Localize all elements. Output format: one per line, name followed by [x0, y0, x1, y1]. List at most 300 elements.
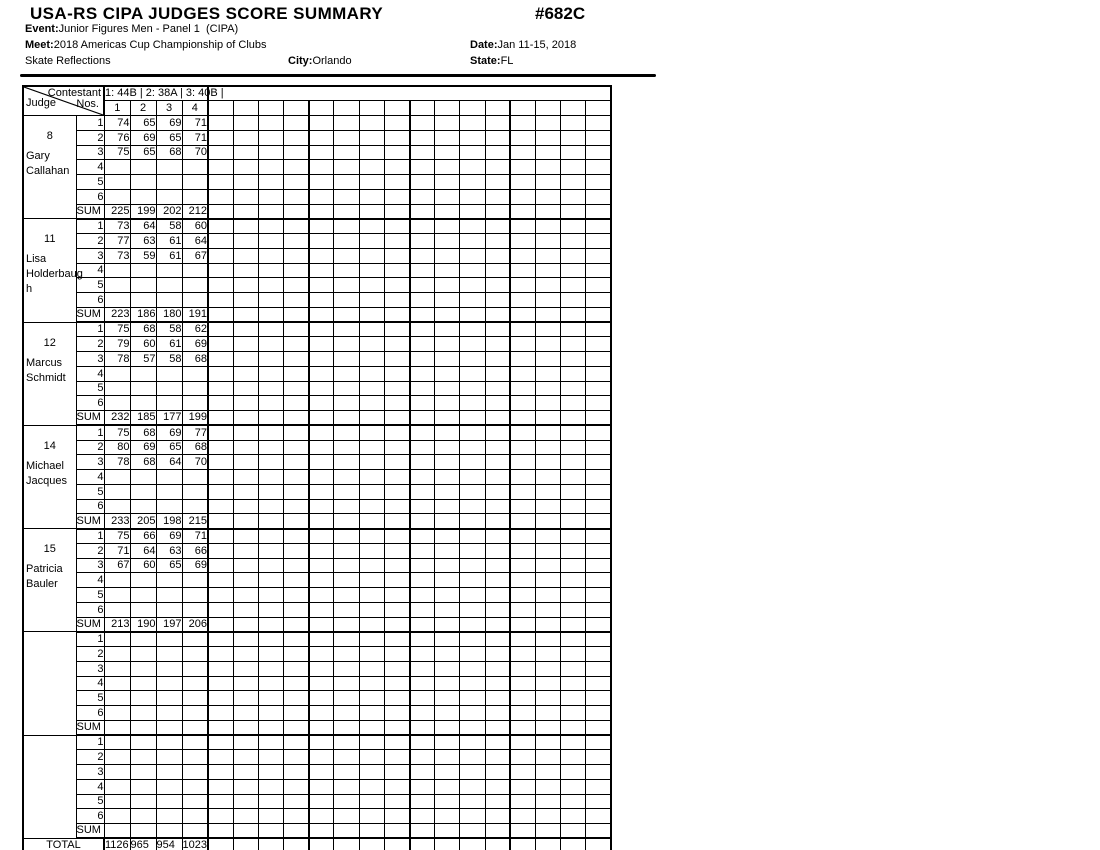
score-cell	[130, 381, 156, 396]
score-cell	[309, 794, 334, 809]
sum-cell	[359, 307, 384, 322]
score-cell	[359, 470, 384, 485]
row-label: 4	[76, 676, 104, 691]
score-cell	[156, 470, 182, 485]
score-cell: 78	[104, 352, 130, 367]
row-label: 2	[76, 647, 104, 662]
score-row	[23, 529, 611, 544]
score-cell	[510, 263, 535, 278]
row-label: 5	[76, 794, 104, 809]
score-row	[23, 278, 611, 293]
score-cell: 65	[130, 145, 156, 160]
score-cell	[284, 573, 309, 588]
total-cell	[384, 838, 409, 850]
score-cell	[410, 661, 435, 676]
sum-cell	[586, 617, 611, 632]
score-cell	[284, 499, 309, 514]
score-cell	[359, 573, 384, 588]
score-cell	[485, 440, 510, 455]
score-cell	[208, 175, 233, 190]
score-cell	[182, 160, 208, 175]
score-cell	[130, 175, 156, 190]
score-cell	[284, 706, 309, 721]
score-cell	[233, 676, 258, 691]
score-cell	[284, 160, 309, 175]
sum-row-label: SUM	[76, 307, 104, 322]
sum-cell	[586, 514, 611, 529]
score-cell	[410, 470, 435, 485]
score-cell	[586, 632, 611, 647]
score-cell	[334, 293, 359, 308]
score-cell	[284, 779, 309, 794]
score-row	[23, 396, 611, 411]
score-cell	[485, 647, 510, 662]
score-cell	[156, 706, 182, 721]
sum-cell	[334, 617, 359, 632]
score-cell	[258, 602, 283, 617]
score-cell	[104, 602, 130, 617]
score-cell	[384, 588, 409, 603]
score-cell	[334, 234, 359, 249]
score-cell	[410, 543, 435, 558]
score-cell	[384, 381, 409, 396]
score-cell	[384, 470, 409, 485]
sum-cell	[359, 514, 384, 529]
sum-cell	[334, 307, 359, 322]
score-cell	[334, 160, 359, 175]
score-cell	[510, 794, 535, 809]
score-cell: 74	[104, 116, 130, 131]
score-cell	[435, 470, 460, 485]
sum-cell	[208, 617, 233, 632]
score-cell	[485, 145, 510, 160]
score-cell	[586, 676, 611, 691]
header-divider-rule	[20, 74, 656, 77]
score-cell	[485, 558, 510, 573]
row-label: 6	[76, 602, 104, 617]
score-cell	[359, 558, 384, 573]
score-cell	[156, 661, 182, 676]
score-cell: 75	[104, 145, 130, 160]
score-cell	[359, 189, 384, 204]
empty-contestant-header	[485, 101, 510, 116]
score-cell	[485, 248, 510, 263]
score-cell: 71	[182, 130, 208, 145]
score-cell	[208, 676, 233, 691]
score-row	[23, 779, 611, 794]
score-cell	[460, 809, 485, 824]
score-cell	[258, 573, 283, 588]
score-cell	[410, 248, 435, 263]
score-cell	[182, 396, 208, 411]
score-cell	[410, 396, 435, 411]
score-cell	[460, 366, 485, 381]
score-cell	[130, 396, 156, 411]
score-cell	[485, 352, 510, 367]
score-cell	[435, 706, 460, 721]
score-cell	[233, 470, 258, 485]
score-row	[23, 366, 611, 381]
sum-cell	[535, 824, 560, 839]
figures-header-cell: 1: 44B | 2: 38A | 3: 40B |	[105, 87, 224, 99]
row-label: 5	[76, 175, 104, 190]
score-cell	[435, 750, 460, 765]
row-label: 1	[76, 632, 104, 647]
score-cell	[104, 676, 130, 691]
score-cell: 60	[182, 219, 208, 234]
score-cell	[561, 145, 586, 160]
sum-cell: 225	[104, 204, 130, 219]
sum-cell	[208, 720, 233, 735]
score-cell	[561, 234, 586, 249]
sum-cell: 180	[156, 307, 182, 322]
score-cell	[359, 706, 384, 721]
score-cell	[284, 750, 309, 765]
score-cell	[535, 602, 560, 617]
score-cell	[130, 470, 156, 485]
score-cell	[182, 573, 208, 588]
score-cell	[384, 794, 409, 809]
score-cell	[510, 765, 535, 780]
judge-name-line: Patricia	[26, 563, 63, 575]
total-cell: 1126	[104, 838, 130, 850]
score-cell	[258, 337, 283, 352]
corner-cell	[23, 86, 104, 116]
score-cell	[561, 455, 586, 470]
sum-cell	[535, 411, 560, 426]
score-cell	[359, 632, 384, 647]
row-label: 2	[76, 337, 104, 352]
score-cell	[334, 706, 359, 721]
score-row	[23, 676, 611, 691]
score-row	[23, 234, 611, 249]
event-line	[25, 23, 238, 35]
score-cell	[535, 189, 560, 204]
score-cell	[384, 558, 409, 573]
sum-cell	[384, 720, 409, 735]
score-cell	[586, 750, 611, 765]
score-cell	[182, 750, 208, 765]
sum-cell: 206	[182, 617, 208, 632]
score-row	[23, 706, 611, 721]
score-cell	[208, 779, 233, 794]
score-cell	[258, 632, 283, 647]
sum-cell	[233, 307, 258, 322]
score-cell	[435, 337, 460, 352]
score-cell	[233, 278, 258, 293]
score-cell	[535, 116, 560, 131]
score-cell	[309, 263, 334, 278]
sum-cell	[485, 720, 510, 735]
score-cell	[460, 219, 485, 234]
score-cell	[535, 352, 560, 367]
score-cell	[258, 499, 283, 514]
score-cell	[460, 322, 485, 337]
score-cell	[284, 175, 309, 190]
score-cell	[485, 602, 510, 617]
score-cell: 70	[182, 145, 208, 160]
score-cell	[309, 116, 334, 131]
score-cell	[510, 175, 535, 190]
sum-cell	[233, 720, 258, 735]
score-cell	[284, 735, 309, 750]
score-row	[23, 352, 611, 367]
sum-row-label: SUM	[76, 617, 104, 632]
sum-cell	[410, 411, 435, 426]
score-cell	[284, 558, 309, 573]
score-cell	[258, 794, 283, 809]
score-cell	[535, 588, 560, 603]
score-cell: 65	[156, 440, 182, 455]
meet-label: Meet:	[25, 39, 54, 51]
state-line	[470, 55, 513, 67]
sum-cell	[104, 720, 130, 735]
score-cell	[334, 278, 359, 293]
score-row	[23, 175, 611, 190]
score-cell	[182, 366, 208, 381]
score-row	[23, 470, 611, 485]
sum-cell	[384, 204, 409, 219]
score-cell: 65	[130, 116, 156, 131]
score-cell	[384, 219, 409, 234]
score-cell	[586, 175, 611, 190]
row-label: 3	[76, 661, 104, 676]
score-cell	[130, 661, 156, 676]
score-cell	[284, 381, 309, 396]
score-cell	[460, 337, 485, 352]
score-cell	[510, 366, 535, 381]
score-cell: 69	[182, 337, 208, 352]
score-cell	[233, 425, 258, 440]
score-cell	[586, 189, 611, 204]
total-cell	[309, 838, 334, 850]
score-cell	[485, 573, 510, 588]
sum-cell: 232	[104, 411, 130, 426]
score-cell	[156, 765, 182, 780]
score-cell	[284, 794, 309, 809]
total-cell	[410, 838, 435, 850]
score-cell	[182, 706, 208, 721]
row-label: 1	[76, 322, 104, 337]
score-cell	[535, 661, 560, 676]
score-cell	[510, 455, 535, 470]
sum-cell	[410, 617, 435, 632]
score-cell	[156, 676, 182, 691]
score-cell	[435, 175, 460, 190]
sum-cell	[561, 720, 586, 735]
score-cell	[535, 366, 560, 381]
score-cell	[208, 543, 233, 558]
score-row	[23, 484, 611, 499]
score-cell	[233, 543, 258, 558]
sum-cell	[384, 514, 409, 529]
score-cell	[535, 750, 560, 765]
total-cell	[208, 838, 233, 850]
score-cell	[561, 661, 586, 676]
score-cell	[284, 219, 309, 234]
score-cell	[359, 440, 384, 455]
score-cell	[561, 573, 586, 588]
score-cell	[284, 337, 309, 352]
score-cell	[410, 263, 435, 278]
score-cell	[510, 632, 535, 647]
score-cell	[586, 145, 611, 160]
score-cell	[309, 145, 334, 160]
score-cell	[334, 145, 359, 160]
empty-contestant-header	[208, 101, 233, 116]
sum-cell	[384, 307, 409, 322]
score-cell	[384, 529, 409, 544]
score-cell	[435, 484, 460, 499]
score-cell	[435, 588, 460, 603]
sum-cell	[334, 720, 359, 735]
score-cell	[410, 529, 435, 544]
score-cell	[156, 189, 182, 204]
score-cell	[510, 470, 535, 485]
contestant-number-header: 2	[130, 101, 156, 116]
score-cell	[233, 661, 258, 676]
score-cell	[460, 381, 485, 396]
score-cell	[435, 647, 460, 662]
score-cell	[561, 691, 586, 706]
sum-cell: 191	[182, 307, 208, 322]
score-cell	[258, 765, 283, 780]
sum-cell	[284, 720, 309, 735]
score-row	[23, 381, 611, 396]
score-cell	[410, 322, 435, 337]
score-cell	[460, 263, 485, 278]
sum-cell	[535, 720, 560, 735]
score-cell	[586, 248, 611, 263]
score-row	[23, 602, 611, 617]
score-cell	[384, 632, 409, 647]
score-cell	[208, 602, 233, 617]
score-cell	[233, 145, 258, 160]
score-cell	[586, 543, 611, 558]
score-cell	[485, 632, 510, 647]
score-cell	[435, 116, 460, 131]
score-cell	[309, 189, 334, 204]
sum-row-label: SUM	[76, 411, 104, 426]
sum-cell	[359, 204, 384, 219]
score-cell	[233, 130, 258, 145]
score-cell	[384, 352, 409, 367]
score-cell	[258, 691, 283, 706]
score-cell	[485, 661, 510, 676]
score-cell	[309, 130, 334, 145]
empty-contestant-header	[284, 101, 309, 116]
sum-cell	[535, 307, 560, 322]
score-cell	[510, 588, 535, 603]
sum-cell	[359, 720, 384, 735]
score-cell	[460, 691, 485, 706]
score-cell	[586, 366, 611, 381]
score-cell	[334, 263, 359, 278]
score-cell	[535, 573, 560, 588]
score-cell	[410, 484, 435, 499]
row-label: 6	[76, 189, 104, 204]
score-cell	[460, 529, 485, 544]
score-cell	[233, 381, 258, 396]
score-cell	[104, 706, 130, 721]
score-cell	[208, 809, 233, 824]
sum-cell	[156, 720, 182, 735]
score-cell	[359, 145, 384, 160]
score-cell	[561, 588, 586, 603]
date-label: Date:	[470, 39, 498, 51]
score-cell	[233, 765, 258, 780]
score-cell	[233, 499, 258, 514]
sum-cell	[258, 204, 283, 219]
score-row	[23, 219, 611, 234]
score-cell	[510, 396, 535, 411]
score-cell	[130, 588, 156, 603]
score-cell	[104, 573, 130, 588]
score-cell	[334, 440, 359, 455]
score-cell	[435, 381, 460, 396]
score-cell	[485, 735, 510, 750]
score-cell	[334, 750, 359, 765]
score-cell	[208, 691, 233, 706]
score-cell	[586, 794, 611, 809]
score-cell	[156, 573, 182, 588]
score-row	[23, 248, 611, 263]
score-cell	[535, 706, 560, 721]
score-cell	[233, 352, 258, 367]
judge-name	[26, 562, 63, 592]
score-cell	[410, 632, 435, 647]
sum-cell: 213	[104, 617, 130, 632]
score-cell	[460, 543, 485, 558]
score-cell	[384, 278, 409, 293]
score-cell	[561, 470, 586, 485]
score-cell	[284, 676, 309, 691]
sum-cell	[586, 720, 611, 735]
score-cell	[309, 396, 334, 411]
score-cell	[460, 440, 485, 455]
score-cell	[156, 632, 182, 647]
score-cell	[535, 160, 560, 175]
score-cell	[284, 130, 309, 145]
score-cell	[284, 234, 309, 249]
score-cell	[284, 602, 309, 617]
score-cell	[130, 366, 156, 381]
score-cell	[334, 219, 359, 234]
score-cell	[384, 175, 409, 190]
sum-row	[23, 307, 611, 322]
judge-number: 11	[44, 233, 56, 246]
score-row	[23, 322, 611, 337]
score-cell	[284, 632, 309, 647]
row-label: 5	[76, 381, 104, 396]
score-cell: 71	[182, 116, 208, 131]
sum-cell	[258, 720, 283, 735]
score-cell	[410, 352, 435, 367]
score-cell	[510, 160, 535, 175]
score-cell	[535, 130, 560, 145]
score-cell	[561, 381, 586, 396]
doc-number: #682C	[535, 4, 586, 23]
score-cell	[284, 647, 309, 662]
sum-cell	[130, 720, 156, 735]
score-cell	[435, 189, 460, 204]
score-cell	[258, 116, 283, 131]
score-cell	[586, 588, 611, 603]
row-label: 6	[76, 809, 104, 824]
score-cell	[586, 130, 611, 145]
score-cell	[561, 219, 586, 234]
score-cell	[535, 691, 560, 706]
